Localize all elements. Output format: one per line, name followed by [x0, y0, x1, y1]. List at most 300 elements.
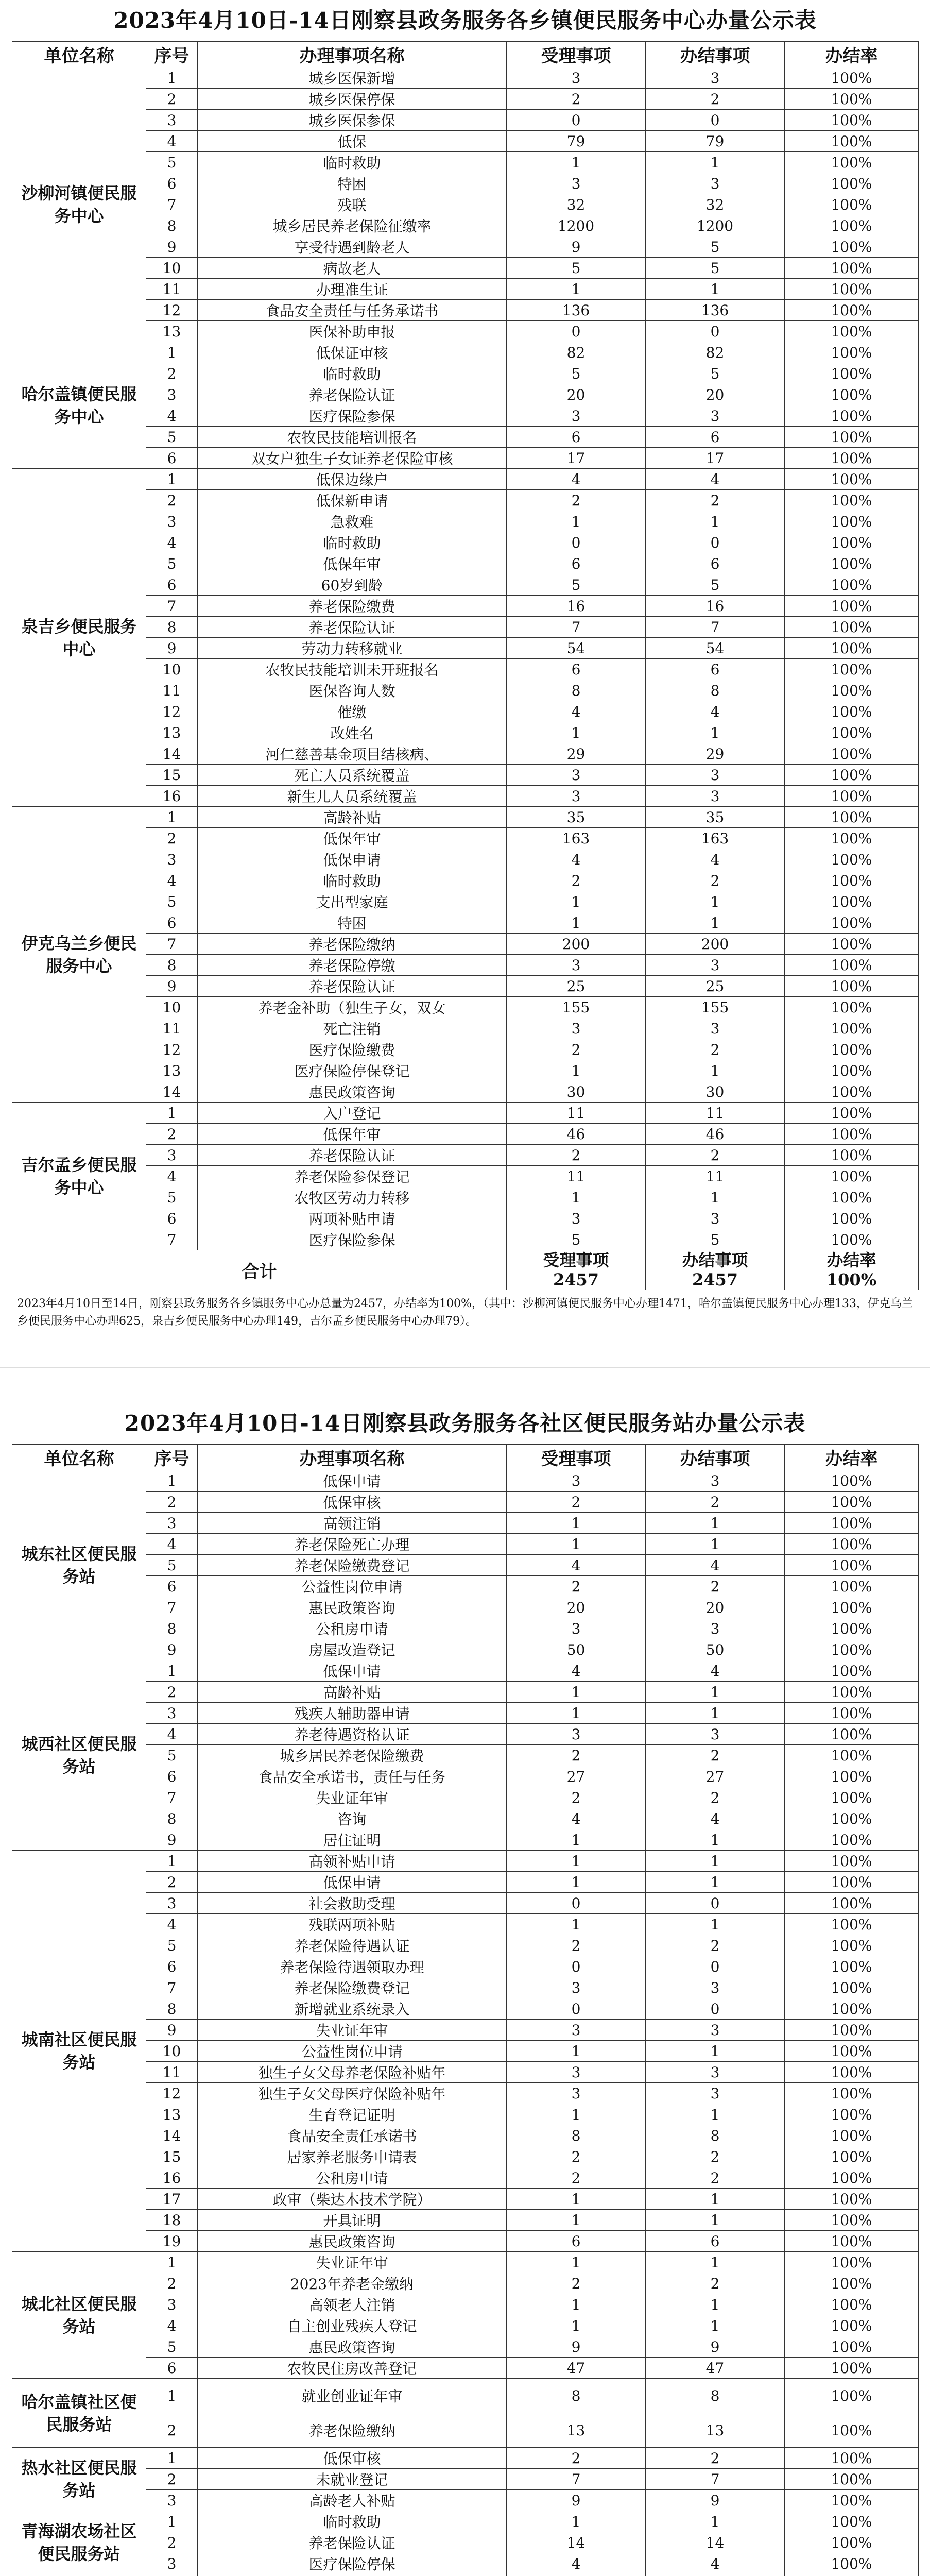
table-row: [12, 2315, 919, 2336]
item-name-cell: 养老保险缴费登记: [198, 1977, 507, 1998]
item-name-cell: 未就业登记: [198, 2469, 507, 2490]
received-count-cell: 2: [507, 1145, 646, 1166]
item-name-cell: 临时救助: [198, 870, 507, 891]
row-index-cell: 3: [146, 2490, 198, 2511]
received-count-cell: 25: [507, 976, 646, 997]
item-name-cell: 养老金补助（独生子女，双女: [198, 997, 507, 1018]
table-row: [12, 1766, 919, 1787]
completion-rate-cell: 100%: [785, 2273, 919, 2294]
received-count-cell: 14: [507, 2532, 646, 2553]
item-name-cell: 高龄补贴: [198, 807, 507, 828]
received-count-cell: 1: [507, 152, 646, 173]
completed-count-cell: 9: [646, 2336, 785, 2358]
section-community: [12, 1403, 918, 2576]
completed-count-cell: 47: [646, 2358, 785, 2379]
completed-count-cell: 5: [646, 1229, 785, 1250]
row-index-cell: 2: [146, 1872, 198, 1893]
completion-rate-cell: 100%: [785, 2083, 919, 2104]
item-name-cell: 失业证年审: [198, 2020, 507, 2041]
completed-count-cell: 4: [646, 849, 785, 870]
completed-count-cell: 0: [646, 1893, 785, 1914]
received-count-cell: 5: [507, 574, 646, 596]
table-row: [12, 638, 919, 659]
received-count-cell: 1: [507, 722, 646, 743]
completion-rate-cell: 100%: [785, 1724, 919, 1745]
row-index-cell: 7: [146, 1229, 198, 1250]
received-count-cell: 4: [507, 1808, 646, 1829]
total-label: 合计: [12, 1250, 507, 1290]
completed-count-cell: 6: [646, 659, 785, 680]
header-item: 办理事项名称: [198, 1445, 507, 1470]
row-index-cell: 6: [146, 2358, 198, 2379]
completion-rate-cell: 100%: [785, 1555, 919, 1576]
completed-count-cell: 1: [646, 1872, 785, 1893]
received-count-cell: 3: [507, 67, 646, 89]
township-table-body: [12, 42, 919, 1290]
table-row: [12, 828, 919, 849]
completed-count-cell: 3: [646, 1470, 785, 1492]
completion-rate-cell: 100%: [785, 1081, 919, 1103]
completion-rate-cell: 100%: [785, 2469, 919, 2490]
completion-rate-cell: 100%: [785, 891, 919, 912]
completion-rate-cell: 100%: [785, 1208, 919, 1229]
item-name-cell: 房屋改造登记: [198, 1639, 507, 1660]
received-count-cell: 2: [507, 2448, 646, 2469]
table-row: [12, 2336, 919, 2358]
table-row: [12, 2511, 919, 2532]
item-name-cell: 惠民政策咨询: [198, 2336, 507, 2358]
item-name-cell: 城乡居民养老保险征缴率: [198, 215, 507, 236]
completed-count-cell: 2: [646, 89, 785, 110]
completion-rate-cell: 100%: [785, 1660, 919, 1682]
completion-rate-cell: 100%: [785, 976, 919, 997]
completion-rate-cell: 100%: [785, 2125, 919, 2146]
completion-rate-cell: 100%: [785, 1935, 919, 1956]
item-name-cell: 公益性岗位申请: [198, 2041, 507, 2062]
completed-count-cell: 4: [646, 469, 785, 490]
item-name-cell: 急救难: [198, 511, 507, 532]
header-completed: 办结事项: [646, 1445, 785, 1470]
table-row: [12, 997, 919, 1018]
received-count-cell: 2: [507, 2273, 646, 2294]
received-count-cell: 1: [507, 891, 646, 912]
received-count-cell: 1: [507, 1703, 646, 1724]
received-count-cell: 20: [507, 1597, 646, 1618]
row-index-cell: 13: [146, 2104, 198, 2125]
received-count-cell: 4: [507, 1660, 646, 1682]
row-index-cell: 3: [146, 1513, 198, 1534]
row-index-cell: 16: [146, 786, 198, 807]
item-name-cell: 双女户独生子女证养老保险审核: [198, 448, 507, 469]
received-count-cell: 3: [507, 173, 646, 194]
completed-count-cell: 7: [646, 2469, 785, 2490]
completed-count-cell: 35: [646, 807, 785, 828]
completion-rate-cell: 100%: [785, 1166, 919, 1187]
table-row: [12, 1597, 919, 1618]
completion-rate-cell: 100%: [785, 2146, 919, 2167]
completed-count-cell: 0: [646, 1956, 785, 1977]
received-count-cell: 54: [507, 638, 646, 659]
row-index-cell: 5: [146, 1187, 198, 1208]
row-index-cell: 7: [146, 934, 198, 955]
received-count-cell: 1: [507, 1513, 646, 1534]
received-count-cell: 1: [507, 2104, 646, 2125]
item-name-cell: 享受待遇到龄老人: [198, 236, 507, 258]
completion-rate-cell: 100%: [785, 1470, 919, 1492]
completed-count-cell: 136: [646, 300, 785, 321]
completed-count-cell: 1: [646, 2315, 785, 2336]
row-index-cell: 1: [146, 2448, 198, 2469]
row-index-cell: 4: [146, 2315, 198, 2336]
received-count-cell: 200: [507, 934, 646, 955]
row-index-cell: 6: [146, 173, 198, 194]
received-count-cell: 3: [507, 1018, 646, 1039]
received-count-cell: 7: [507, 2469, 646, 2490]
row-index-cell: 5: [146, 1745, 198, 1766]
table-row: [12, 258, 919, 279]
item-name-cell: 高领补贴申请: [198, 1851, 507, 1872]
completion-rate-cell: 100%: [785, 1851, 919, 1872]
row-index-cell: 1: [146, 1103, 198, 1124]
row-index-cell: 7: [146, 1787, 198, 1808]
completed-count-cell: 50: [646, 1639, 785, 1660]
completed-count-cell: 1: [646, 1682, 785, 1703]
table-row: [12, 1829, 919, 1851]
completed-count-cell: 2: [646, 490, 785, 511]
table-row: [12, 1724, 919, 1745]
table-row: [12, 912, 919, 934]
row-index-cell: 2: [146, 2273, 198, 2294]
table-row: [12, 1208, 919, 1229]
completed-count-cell: 3: [646, 1724, 785, 1745]
table-row: [12, 596, 919, 617]
completed-count-cell: 3: [646, 67, 785, 89]
table-row: [12, 722, 919, 743]
row-index-cell: 1: [146, 67, 198, 89]
table-row: [12, 1618, 919, 1639]
table-row: [12, 2490, 919, 2511]
header-index: 序号: [146, 42, 198, 67]
completed-count-cell: 2: [646, 870, 785, 891]
received-count-cell: 1200: [507, 215, 646, 236]
completion-rate-cell: 100%: [785, 1703, 919, 1724]
completed-count-cell: 2: [646, 1745, 785, 1766]
item-name-cell: 养老保险停缴: [198, 955, 507, 976]
completion-rate-cell: 100%: [785, 617, 919, 638]
completed-count-cell: 3: [646, 2062, 785, 2083]
row-index-cell: 5: [146, 891, 198, 912]
table-row: [12, 680, 919, 701]
table-row: [12, 1039, 919, 1060]
row-index-cell: 1: [146, 342, 198, 363]
completion-rate-cell: 100%: [785, 1103, 919, 1124]
received-count-cell: 1: [507, 2315, 646, 2336]
table-row: [12, 2041, 919, 2062]
item-name-cell: 医保咨询人数: [198, 680, 507, 701]
completed-count-cell: 2: [646, 1039, 785, 1060]
received-count-cell: 35: [507, 807, 646, 828]
row-index-cell: 19: [146, 2231, 198, 2252]
row-index-cell: 7: [146, 596, 198, 617]
received-count-cell: 1: [507, 2252, 646, 2273]
completion-rate-cell: 100%: [785, 1018, 919, 1039]
table-row: [12, 2532, 919, 2553]
completed-count-cell: 16: [646, 596, 785, 617]
item-name-cell: 公租房申请: [198, 1618, 507, 1639]
table-row: [12, 2062, 919, 2083]
completion-rate-cell: 100%: [785, 701, 919, 722]
item-name-cell: 惠民政策咨询: [198, 1081, 507, 1103]
completed-count-cell: 2: [646, 1787, 785, 1808]
completion-rate-cell: 100%: [785, 1513, 919, 1534]
completion-rate-cell: 100%: [785, 2252, 919, 2273]
table-row: [12, 1103, 919, 1124]
completed-count-cell: 1: [646, 2210, 785, 2231]
row-index-cell: 2: [146, 363, 198, 384]
unit-name-cell: 哈尔盖镇便民服务中心: [12, 342, 146, 469]
completed-count-cell: 6: [646, 427, 785, 448]
row-index-cell: 4: [146, 131, 198, 152]
completion-rate-cell: 100%: [785, 1597, 919, 1618]
completed-count-cell: 1: [646, 2294, 785, 2315]
completion-rate-cell: 100%: [785, 2379, 919, 2413]
row-index-cell: 3: [146, 1703, 198, 1724]
item-name-cell: 低保证审核: [198, 342, 507, 363]
completed-count-cell: 79: [646, 131, 785, 152]
completion-rate-cell: 100%: [785, 786, 919, 807]
header-rate: 办结率: [785, 1445, 919, 1470]
completion-rate-cell: 100%: [785, 131, 919, 152]
completed-count-cell: 5: [646, 363, 785, 384]
completed-count-cell: 1: [646, 1187, 785, 1208]
table-row: [12, 2125, 919, 2146]
completion-rate-cell: 100%: [785, 722, 919, 743]
completed-count-cell: 25: [646, 976, 785, 997]
completion-rate-cell: 100%: [785, 2511, 919, 2532]
table-row: [12, 2210, 919, 2231]
row-index-cell: 2: [146, 828, 198, 849]
completed-count-cell: 0: [646, 1998, 785, 2020]
received-count-cell: 2: [507, 1745, 646, 1766]
completion-rate-cell: 100%: [785, 2020, 919, 2041]
received-count-cell: 27: [507, 1766, 646, 1787]
table-row: [12, 553, 919, 574]
item-name-cell: 城乡医保停保: [198, 89, 507, 110]
completed-count-cell: 1: [646, 2189, 785, 2210]
row-index-cell: 12: [146, 701, 198, 722]
received-count-cell: 1: [507, 2210, 646, 2231]
header-received: 受理事项: [507, 1445, 646, 1470]
completion-rate-cell: 100%: [785, 1039, 919, 1060]
completion-rate-cell: 100%: [785, 1682, 919, 1703]
row-index-cell: 8: [146, 955, 198, 976]
received-count-cell: 163: [507, 828, 646, 849]
received-count-cell: 6: [507, 427, 646, 448]
received-count-cell: 3: [507, 786, 646, 807]
item-name-cell: 低保申请: [198, 1872, 507, 1893]
table-row: [12, 1124, 919, 1145]
completed-count-cell: 4: [646, 2553, 785, 2574]
completion-rate-cell: 100%: [785, 279, 919, 300]
row-index-cell: 3: [146, 1145, 198, 1166]
row-index-cell: 1: [146, 1470, 198, 1492]
table-row: [12, 934, 919, 955]
header-unit: 单位名称: [12, 1445, 146, 1470]
completed-count-cell: 8: [646, 2125, 785, 2146]
item-name-cell: 食品安全责任承诺书: [198, 2125, 507, 2146]
received-count-cell: 50: [507, 1639, 646, 1660]
item-name-cell: 办理准生证: [198, 279, 507, 300]
item-name-cell: 病故老人: [198, 258, 507, 279]
table-row: [12, 1229, 919, 1250]
completion-rate-cell: 100%: [785, 743, 919, 765]
completion-rate-cell: 100%: [785, 300, 919, 321]
item-name-cell: 死亡注销: [198, 1018, 507, 1039]
received-count-cell: 2: [507, 1492, 646, 1513]
table-row: [12, 743, 919, 765]
received-count-cell: 2: [507, 1576, 646, 1597]
completion-rate-cell: 100%: [785, 574, 919, 596]
received-count-cell: 1: [507, 2041, 646, 2062]
table-row: [12, 1166, 919, 1187]
table-row: [12, 448, 919, 469]
completed-count-cell: 82: [646, 342, 785, 363]
table-row: [12, 2104, 919, 2125]
table-row: [12, 342, 919, 363]
completed-count-cell: 8: [646, 2379, 785, 2413]
completed-count-cell: 2: [646, 1935, 785, 1956]
completion-rate-cell: 100%: [785, 1534, 919, 1555]
completed-count-cell: 1200: [646, 215, 785, 236]
total-header-label: 受理事项: [543, 1250, 609, 1270]
received-count-cell: 2: [507, 2167, 646, 2189]
completed-count-cell: 7: [646, 617, 785, 638]
row-index-cell: 7: [146, 194, 198, 215]
completion-rate-cell: 100%: [785, 1766, 919, 1787]
completed-count-cell: 1: [646, 1534, 785, 1555]
unit-name-cell: 哈尔盖镇社区便民服务站: [12, 2379, 146, 2448]
item-name-cell: 低保申请: [198, 1470, 507, 1492]
table-row: [12, 2574, 919, 2576]
table-row: [12, 1187, 919, 1208]
table-row: [12, 2469, 919, 2490]
item-name-cell: 临时救助: [198, 532, 507, 553]
table-row: [12, 384, 919, 405]
received-count-cell: 1: [507, 511, 646, 532]
received-count-cell: 82: [507, 342, 646, 363]
row-index-cell: 2: [146, 1682, 198, 1703]
row-index-cell: 1: [146, 2511, 198, 2532]
community-table-title: 2023年4月10日-14日刚察县政务服务各社区便民服务站办量公示表: [124, 1411, 806, 1436]
item-name-cell: 失业证年审: [198, 2252, 507, 2273]
completed-count-cell: 5: [646, 574, 785, 596]
completion-rate-cell: 100%: [785, 1229, 919, 1250]
item-name-cell: 独生子女父母养老保险补贴年: [198, 2062, 507, 2083]
completed-count-cell: 30: [646, 1081, 785, 1103]
row-index-cell: 4: [146, 1166, 198, 1187]
row-index-cell: 4: [146, 1724, 198, 1745]
header-item: 办理事项名称: [198, 42, 507, 67]
item-name-cell: 60岁到龄: [198, 574, 507, 596]
row-index-cell: 3: [146, 1893, 198, 1914]
table-row: [12, 110, 919, 131]
item-name-cell: 新增就业系统录入: [198, 1998, 507, 2020]
item-name-cell: 养老待遇资格认证: [198, 1724, 507, 1745]
completed-count-cell: 1: [646, 2252, 785, 2273]
received-count-cell: 3: [507, 1470, 646, 1492]
completion-rate-cell: 100%: [785, 363, 919, 384]
received-count-cell: 136: [507, 300, 646, 321]
completed-count-cell: 2: [646, 1492, 785, 1513]
row-index-cell: 5: [146, 1935, 198, 1956]
completion-rate-cell: 100%: [785, 194, 919, 215]
completion-rate-cell: 100%: [785, 511, 919, 532]
item-name-cell: 养老保险认证: [198, 384, 507, 405]
item-name-cell: 生育登记证明: [198, 2104, 507, 2125]
completion-rate-cell: 100%: [785, 1956, 919, 1977]
completion-rate-cell: 100%: [785, 680, 919, 701]
received-count-cell: 2: [507, 870, 646, 891]
item-name-cell: 养老保险待遇认证: [198, 1935, 507, 1956]
received-count-cell: 1: [507, 1534, 646, 1555]
item-name-cell: 养老保险参保登记: [198, 1166, 507, 1187]
row-index-cell: 12: [146, 1039, 198, 1060]
item-name-cell: 残疾人辅助器申请: [198, 1703, 507, 1724]
completion-rate-cell: 100%: [785, 1576, 919, 1597]
received-count-cell: 0: [507, 1956, 646, 1977]
completed-count-cell: 1: [646, 279, 785, 300]
completion-rate-cell: 100%: [785, 2448, 919, 2469]
completion-rate-cell: 100%: [785, 2294, 919, 2315]
row-index-cell: 13: [146, 321, 198, 342]
item-name-cell: 低保审核: [198, 1492, 507, 1513]
row-index-cell: 6: [146, 1956, 198, 1977]
completion-rate-cell: 100%: [785, 469, 919, 490]
completion-rate-cell: 100%: [785, 2062, 919, 2083]
completion-rate-cell: 100%: [785, 110, 919, 131]
received-count-cell: 1: [507, 1872, 646, 1893]
table-row: [12, 807, 919, 828]
unit-name-cell: 伊克乌兰乡便民服务中心: [12, 807, 146, 1103]
item-name-cell: 催缴: [198, 701, 507, 722]
item-name-cell: 死亡人员系统覆盖: [198, 765, 507, 786]
total-value: 100%: [826, 1270, 877, 1290]
row-index-cell: 7: [146, 1977, 198, 1998]
row-index-cell: 1: [146, 1851, 198, 1872]
completed-count-cell: 1: [646, 912, 785, 934]
total-row: [12, 1250, 919, 1290]
received-count-cell: 3: [507, 765, 646, 786]
received-count-cell: 0: [507, 321, 646, 342]
community-table: [12, 1444, 919, 2576]
received-count-cell: 9: [507, 2336, 646, 2358]
completed-count-cell: [646, 2574, 785, 2576]
item-name-cell: 养老保险缴费登记: [198, 1555, 507, 1576]
received-count-cell: 2: [507, 490, 646, 511]
row-index-cell: 3: [146, 2553, 198, 2574]
row-index-cell: 9: [146, 2020, 198, 2041]
completed-count-cell: 14: [646, 2532, 785, 2553]
table-row: [12, 976, 919, 997]
township-table-title: 2023年4月10日-14日刚察县政务服务各乡镇便民服务中心办量公示表: [113, 8, 817, 33]
completed-count-cell: 2: [646, 1145, 785, 1166]
item-name-cell: 政审（柴达木技术学院）: [198, 2189, 507, 2210]
header-index: 序号: [146, 1445, 198, 1470]
row-index-cell: 4: [146, 405, 198, 427]
row-index-cell: 9: [146, 638, 198, 659]
completion-rate-cell: 100%: [785, 342, 919, 363]
item-name-cell: 高龄老人补贴: [198, 2490, 507, 2511]
